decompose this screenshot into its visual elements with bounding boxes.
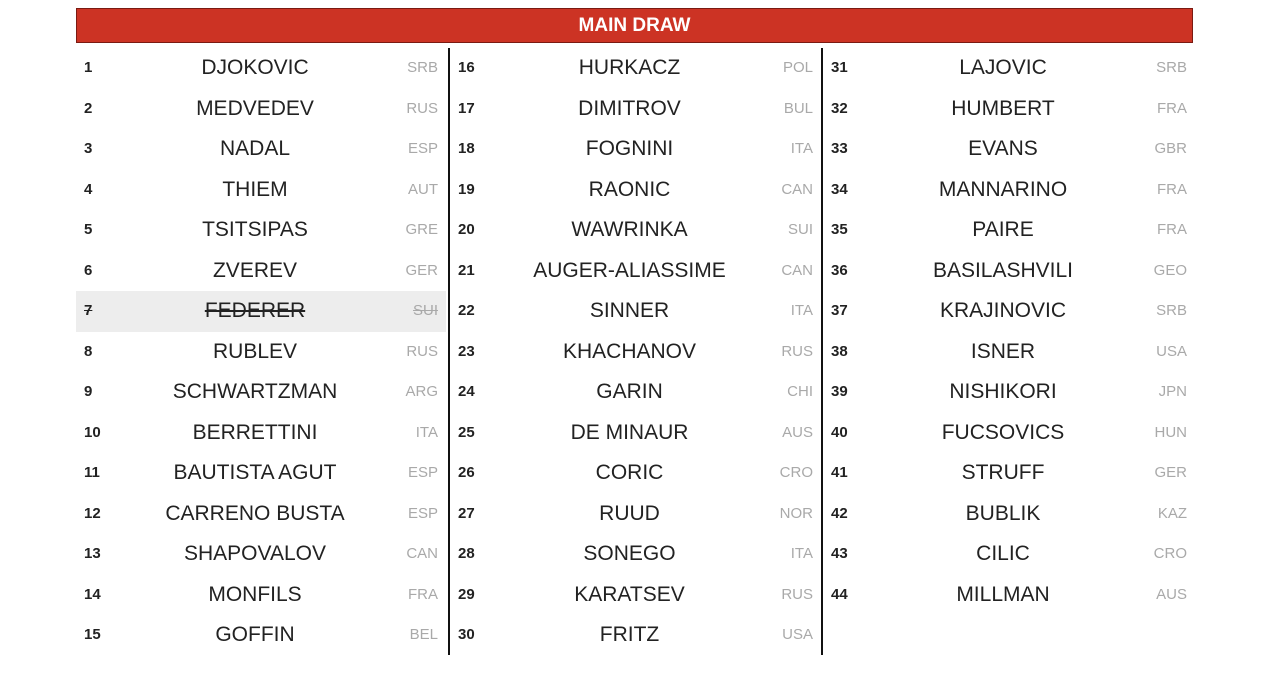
player-row <box>823 575 1195 616</box>
country-code: AUT <box>408 180 438 198</box>
seed-number: 4 <box>84 180 93 198</box>
country-code: RUS <box>781 585 813 603</box>
seed-number: 10 <box>84 423 101 441</box>
player-name: BAUTISTA AGUT <box>173 461 337 484</box>
player-row <box>76 170 446 211</box>
player-name: RUUD <box>599 501 660 525</box>
country-code: ESP <box>407 140 438 157</box>
player-row <box>823 210 1195 251</box>
seed-number: 6 <box>84 261 93 279</box>
seed-number: 12 <box>84 504 101 522</box>
country-code: ITA <box>415 423 438 441</box>
player-name: BASILASHVILI <box>932 258 1074 282</box>
player-name: FEDERER <box>204 299 306 322</box>
player-row <box>823 332 1195 373</box>
player-name: FOGNINI <box>585 137 674 160</box>
country-code: RUS <box>406 99 438 117</box>
player-name: AUGER-ALIASSIME <box>533 258 726 282</box>
country-code: AUS <box>782 423 813 441</box>
player-name: RUBLEV <box>212 339 298 363</box>
player-row <box>823 372 1195 413</box>
seed-number: 26 <box>458 464 475 481</box>
player-name: THIEM <box>222 177 288 201</box>
seed-number: 37 <box>831 302 848 319</box>
player-name: DJOKOVIC <box>201 56 309 79</box>
main-draw-header: MAIN DRAW <box>76 8 1193 43</box>
seed-number: 1 <box>84 59 93 76</box>
player-row <box>76 210 446 251</box>
seed-number: 34 <box>831 180 848 198</box>
seed-number: 20 <box>458 221 475 238</box>
seed-number: 42 <box>831 504 848 522</box>
player-name: PAIRE <box>972 218 1034 241</box>
country-code: SRB <box>1156 59 1187 76</box>
seed-number: 38 <box>831 342 848 360</box>
player-name: SHAPOVALOV <box>184 542 326 565</box>
player-name: SONEGO <box>583 542 676 565</box>
country-code: CRO <box>1153 545 1187 562</box>
player-row <box>76 615 446 656</box>
player-row <box>450 129 821 170</box>
country-code: RUS <box>781 342 813 360</box>
country-code: CAN <box>406 545 438 562</box>
seed-number: 35 <box>831 221 848 238</box>
seed-number: 33 <box>831 140 848 157</box>
player-row <box>76 89 446 130</box>
player-row <box>76 575 446 616</box>
player-row <box>76 534 446 575</box>
player-name: FRITZ <box>599 623 660 646</box>
seed-number: 19 <box>458 180 475 198</box>
seed-number: 21 <box>458 261 475 279</box>
player-row <box>823 170 1195 211</box>
seed-number: 44 <box>831 585 848 603</box>
player-row <box>450 332 821 373</box>
player-row <box>76 413 446 454</box>
country-code: USA <box>782 626 813 643</box>
player-name: CORIC <box>595 461 664 484</box>
country-code: ITA <box>790 140 813 157</box>
player-row <box>823 251 1195 292</box>
country-code: AUS <box>1156 585 1187 603</box>
seed-number: 14 <box>84 585 101 603</box>
country-code: FRA <box>1157 99 1187 117</box>
player-row <box>76 453 446 494</box>
country-code: HUN <box>1154 423 1187 441</box>
player-row <box>450 575 821 616</box>
player-name: TSITSIPAS <box>202 218 308 241</box>
player-name: DE MINAUR <box>570 420 689 444</box>
player-name: FUCSOVICS <box>941 420 1065 444</box>
player-row <box>450 291 821 332</box>
player-name: HUMBERT <box>951 96 1055 120</box>
country-code: GEO <box>1153 261 1187 279</box>
player-name: MEDVEDEV <box>196 96 314 120</box>
seed-number: 2 <box>84 99 93 117</box>
seed-number: 7 <box>84 302 93 319</box>
seed-number: 40 <box>831 423 848 441</box>
player-row <box>823 89 1195 130</box>
seed-number: 3 <box>84 140 93 157</box>
country-code: CAN <box>781 180 813 198</box>
player-row <box>76 251 446 292</box>
country-code: POL <box>782 59 813 76</box>
player-name: NISHIKORI <box>949 380 1057 403</box>
player-row <box>450 372 821 413</box>
country-code: CHI <box>787 383 813 400</box>
player-row <box>450 170 821 211</box>
country-code: SUI <box>787 221 813 238</box>
player-row <box>823 413 1195 454</box>
seed-number: 36 <box>831 261 848 279</box>
player-name: SCHWARTZMAN <box>172 380 338 403</box>
seed-number: 15 <box>84 626 101 643</box>
country-code: BUL <box>783 99 813 117</box>
seed-number: 16 <box>458 59 475 76</box>
player-row <box>823 48 1195 89</box>
seed-number: 43 <box>831 545 848 562</box>
player-name: GARIN <box>596 380 663 403</box>
country-code: CAN <box>781 261 813 279</box>
player-name: DIMITROV <box>578 96 681 120</box>
country-code: GRE <box>405 221 438 238</box>
player-name: CILIC <box>976 542 1030 565</box>
player-name: ZVEREV <box>212 258 298 282</box>
player-row <box>450 413 821 454</box>
player-name: STRUFF <box>961 461 1045 484</box>
seed-number: 11 <box>84 464 100 481</box>
player-name: MANNARINO <box>938 177 1068 201</box>
seed-number: 9 <box>84 383 93 400</box>
player-row <box>823 534 1195 575</box>
player-name: KRAJINOVIC <box>939 299 1067 322</box>
player-row <box>450 615 821 656</box>
player-name: KHACHANOV <box>562 339 697 363</box>
country-code: BEL <box>409 626 438 643</box>
player-row <box>450 494 821 535</box>
country-code: ITA <box>790 545 813 562</box>
country-code: GER <box>1154 464 1187 481</box>
seed-number: 22 <box>458 302 475 319</box>
player-name: KARATSEV <box>574 582 685 606</box>
player-name: ISNER <box>970 339 1036 363</box>
country-code: FRA <box>408 585 438 603</box>
player-row <box>76 48 446 89</box>
country-code: SUI <box>412 302 438 319</box>
player-row <box>450 210 821 251</box>
country-code: SRB <box>407 59 438 76</box>
country-code: ARG <box>405 383 438 400</box>
seed-number: 31 <box>831 59 848 76</box>
country-code: KAZ <box>1157 504 1187 522</box>
seed-number: 18 <box>458 140 475 157</box>
player-name: SINNER <box>589 299 670 322</box>
seed-number: 29 <box>458 585 475 603</box>
player-name: HURKACZ <box>578 56 681 79</box>
seed-number: 24 <box>458 383 475 400</box>
country-code: FRA <box>1157 180 1187 198</box>
player-name: GOFFIN <box>215 623 295 646</box>
seed-number: 8 <box>84 342 93 360</box>
player-row <box>76 494 446 535</box>
draw-column-1 <box>76 48 446 656</box>
player-name: MONFILS <box>208 582 302 606</box>
country-code: USA <box>1156 342 1187 360</box>
player-row <box>450 251 821 292</box>
seed-number: 39 <box>831 383 848 400</box>
player-row <box>823 129 1195 170</box>
player-name: NADAL <box>219 137 291 160</box>
country-code: GER <box>405 261 438 279</box>
seed-number: 32 <box>831 99 848 117</box>
player-row <box>76 372 446 413</box>
country-code: FRA <box>1157 221 1187 238</box>
player-row <box>450 89 821 130</box>
player-row <box>823 453 1195 494</box>
player-name: BERRETTINI <box>192 420 318 444</box>
player-row-withdrawn <box>76 291 446 332</box>
player-row <box>450 534 821 575</box>
player-name: MILLMAN <box>956 582 1050 606</box>
player-row <box>450 453 821 494</box>
seed-number: 17 <box>458 99 475 117</box>
seed-number: 5 <box>84 221 93 238</box>
country-code: ESP <box>407 464 438 481</box>
player-row <box>823 291 1195 332</box>
country-code: NOR <box>779 504 813 522</box>
seed-number: 30 <box>458 626 475 643</box>
country-code: CRO <box>779 464 813 481</box>
seed-number: 41 <box>831 464 848 481</box>
country-code: JPN <box>1158 383 1187 400</box>
country-code: ITA <box>790 302 813 319</box>
player-row <box>450 48 821 89</box>
player-name: RAONIC <box>588 177 671 201</box>
player-name: WAWRINKA <box>571 218 688 241</box>
player-row <box>76 129 446 170</box>
player-row <box>76 332 446 373</box>
seed-number: 25 <box>458 423 475 441</box>
seed-number: 23 <box>458 342 475 360</box>
country-code: RUS <box>406 342 438 360</box>
player-name: EVANS <box>968 137 1038 160</box>
player-name: BUBLIK <box>965 501 1041 525</box>
seed-number: 27 <box>458 504 475 522</box>
player-name: CARRENO BUSTA <box>165 501 345 525</box>
draw-column-2 <box>448 48 821 655</box>
seed-number: 13 <box>84 545 101 562</box>
country-code: ESP <box>407 504 438 522</box>
player-row <box>823 494 1195 535</box>
draw-column-3 <box>821 48 1195 655</box>
seed-number: 28 <box>458 545 475 562</box>
player-name: LAJOVIC <box>959 56 1047 79</box>
country-code: GBR <box>1154 140 1187 157</box>
country-code: SRB <box>1156 302 1187 319</box>
